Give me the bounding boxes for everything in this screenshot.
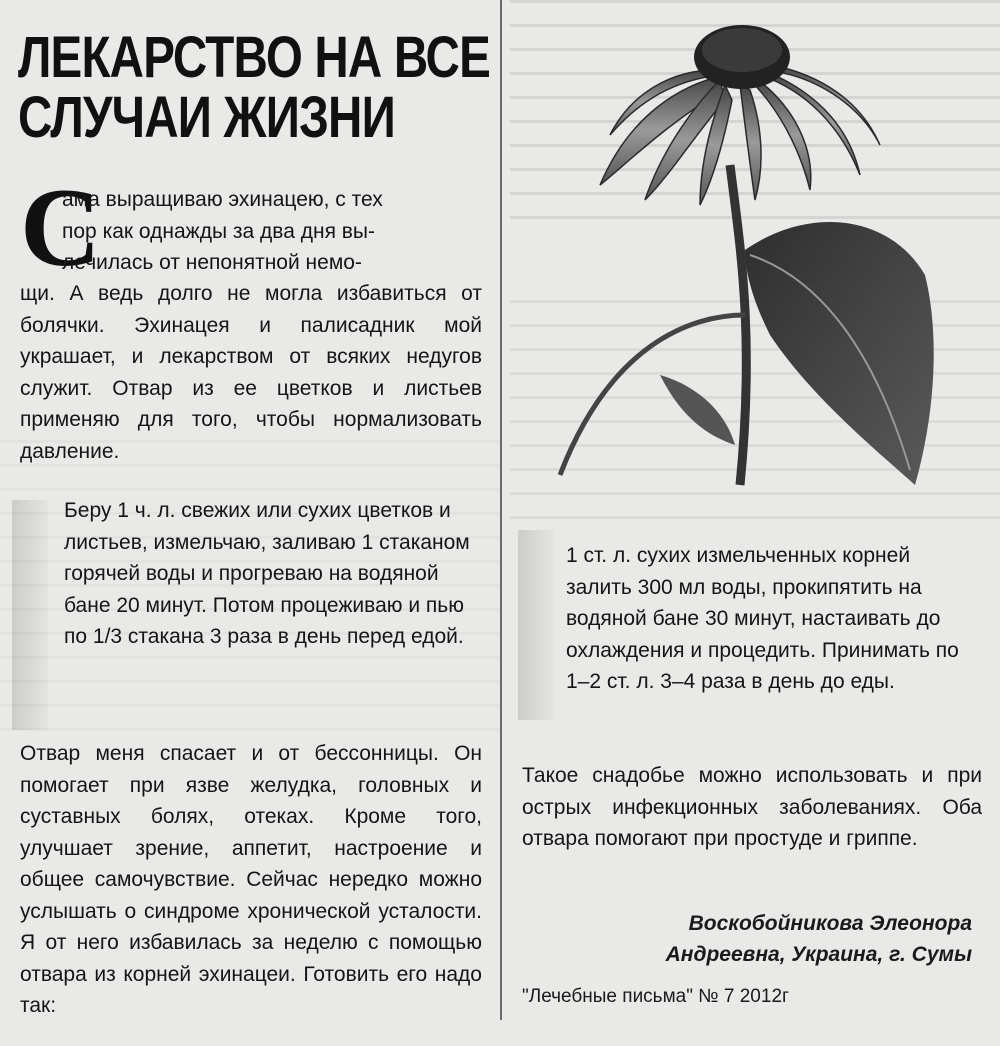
column-divider	[500, 0, 502, 1020]
author-name: Воскобойникова Элеонора	[688, 912, 972, 935]
source-citation: "Лечебные письма" № 7 2012г	[522, 986, 789, 1007]
intro-paragraph-rest: щи. А ведь долго не могла избавиться от болячки. Эхинацея и палисадник мой украшает, и лекарством от всяких недугов служит. Отвар из ее цветков и листьев применяю для того, чтобы нормализовать давление.	[20, 282, 482, 463]
author-location: Андреевна, Украина, г. Сумы	[665, 943, 972, 966]
echinacea-flower-illustration	[540, 15, 960, 500]
intro-line-1: ама выращиваю эхинацею, с тех	[62, 188, 383, 211]
title-line-1: ЛЕКАРСТВО НА ВСЕ	[18, 25, 490, 90]
closing-paragraph: Такое снадобье можно использовать и при острых инфекционных заболеваниях. Оба отвара помогают при простуде и гриппе.	[522, 764, 982, 850]
recipe-roots-paragraph: 1 ст. л. сухих измельченных корней залить 300 мл воды, прокипятить на водяной бане 30 минут, настаивать до охлаждения и процедить. Принимать по 1–2 ст. л. 3–4 раза в день до еды.	[566, 544, 959, 693]
insomnia-paragraph: Отвар меня спасает и от бессонницы. Он помогает при язве желудка, головных и суставных болях, отеках. Кроме того, улучшает зрение, аппетит, настроение и общее самочувствие. Сейчас нередко можно услышать о синдроме хронической усталости. Я от него избавилась за неделю с помощью отвара из корней эхинацеи. Готовить его надо так:	[20, 742, 482, 1017]
intro-paragraph-start	[62, 184, 482, 279]
article-title	[18, 25, 490, 150]
intro-line-3: лечилась от непонятной немо-	[62, 251, 362, 274]
recipe-leaves-paragraph: Беру 1 ч. л. свежих или сухих цветков и листьев, измельчаю, заливаю 1 стаканом горячей воды и прогреваю на водяной бане 20 минут. Потом процеживаю и пью по 1/3 стакана 3 раза в день перед едой.	[64, 499, 470, 648]
drop-cap: С	[20, 166, 101, 290]
recipe-marker-strip	[12, 500, 48, 730]
intro-line-2: пор как однажды за два дня вы-	[62, 219, 376, 243]
author-signature	[666, 908, 972, 970]
title-line-2: СЛУЧАИ ЖИЗНИ	[18, 85, 395, 150]
recipe-marker-strip	[518, 530, 554, 720]
